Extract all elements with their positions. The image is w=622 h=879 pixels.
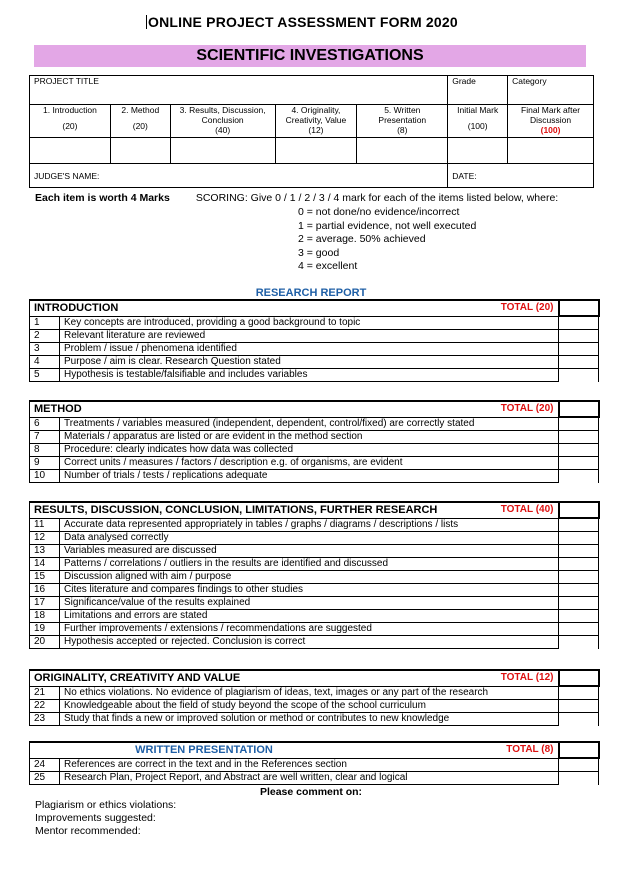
score-cell[interactable] [559,369,599,382]
comments-list [35,799,176,838]
criterion-text: Relevant literature are reviewed [60,330,559,343]
comment-improvements[interactable]: Improvements suggested: [35,812,156,824]
score-cell[interactable] [559,330,599,343]
score-cell[interactable] [559,470,599,483]
mark-input-intro[interactable] [30,138,111,164]
criterion-text: Treatments / variables measured (independent, dependent, control/fixed) are correctly stated [60,417,559,431]
mark-input-initial[interactable] [448,138,508,164]
item-number: 11 [30,518,60,532]
criterion-text: Data analysed correctly [60,532,559,545]
item-number: 5 [30,369,60,382]
mark-input-results[interactable] [170,138,275,164]
criterion-text: Hypothesis accepted or rejected. Conclusion is correct [60,636,559,649]
score-cell[interactable] [559,417,599,431]
criterion-text: Cites literature and compares findings to other studies [60,584,559,597]
grade-cell[interactable]: Grade [448,76,508,105]
score-cell[interactable] [559,356,599,369]
section-results [29,501,600,649]
judge-name-cell[interactable]: JUDGE'S NAME: [30,164,448,188]
date-cell[interactable]: DATE: [448,164,594,188]
criteria-row [30,457,599,470]
score-cell[interactable] [559,343,599,356]
criterion-text: Variables measured are discussed [60,545,559,558]
criterion-text: Key concepts are introduced, providing a good background to topic [60,316,559,330]
col-written: 5. Written Presentation (8) [357,105,448,138]
section-header: INTRODUCTION TOTAL (20) [30,300,559,316]
item-number: 15 [30,571,60,584]
item-number: 14 [30,558,60,571]
item-number: 1 [30,316,60,330]
criterion-text: Problem / issue / phenomena identified [60,343,559,356]
col-results: 3. Results, Discussion, Conclusion (40) [170,105,275,138]
item-number: 10 [30,470,60,483]
section-header: RESULTS, DISCUSSION, CONCLUSION, LIMITATIONS, FURTHER RESEARCH TOTAL (40) [30,502,559,518]
score-cell[interactable] [559,610,599,623]
comment-mentor[interactable]: Mentor recommended: [35,825,141,837]
mark-input-originality[interactable] [275,138,357,164]
section-header: WRITTEN PRESENTATION TOTAL (8) [30,742,559,758]
criteria-row [30,417,599,431]
comments-heading: Please comment on: [259,786,363,798]
form-title: ONLINE PROJECT ASSESSMENT FORM 2020 [148,14,458,30]
criteria-row [30,758,599,772]
item-number: 9 [30,457,60,470]
item-number: 8 [30,444,60,457]
criterion-text: Knowledgeable about the field of study beyond the scope of the school curriculum [60,700,559,713]
score-cell[interactable] [559,532,599,545]
item-number: 19 [30,623,60,636]
col-final-mark: Final Mark after Discussion (100) [508,105,594,138]
item-number: 24 [30,758,60,772]
total-box[interactable] [559,401,599,417]
criterion-text: No ethics violations. No evidence of plagiarism of ideas, text, images or any part of the research [60,686,559,700]
criteria-row [30,330,599,343]
item-number: 16 [30,584,60,597]
criterion-text: Accurate data represented appropriately in tables / graphs / diagrams / descriptions / lists [60,518,559,532]
section-method [29,400,600,483]
criterion-text: Further improvements / extensions / recommendations are suggested [60,623,559,636]
item-number: 18 [30,610,60,623]
criteria-row [30,610,599,623]
total-box[interactable] [559,502,599,518]
project-title-cell[interactable]: PROJECT TITLE [30,76,448,105]
criterion-text: Significance/value of the results explained [60,597,559,610]
score-cell[interactable] [559,636,599,649]
criterion-text: Purpose / aim is clear. Research Question stated [60,356,559,369]
section-originality [29,669,600,726]
item-number: 13 [30,545,60,558]
criteria-row [30,686,599,700]
criterion-text: Hypothesis is testable/falsifiable and includes variables [60,369,559,382]
banner: SCIENTIFIC INVESTIGATIONS [34,45,586,67]
score-cell[interactable] [559,431,599,444]
criterion-text: Correct units / measures / factors / description e.g. of organisms, are evident [60,457,559,470]
criterion-text: References are correct in the text and in the References section [60,758,559,772]
section-header: ORIGINALITY, CREATIVITY AND VALUE TOTAL (12) [30,670,559,686]
score-cell[interactable] [559,518,599,532]
criterion-text: Procedure: clearly indicates how data was collected [60,444,559,457]
criteria-row [30,713,599,726]
mark-input-written[interactable] [357,138,448,164]
category-cell[interactable]: Category [508,76,594,105]
score-cell[interactable] [559,758,599,772]
score-cell[interactable] [559,597,599,610]
score-cell[interactable] [559,584,599,597]
item-number: 4 [30,356,60,369]
criteria-row [30,772,599,785]
criteria-row [30,584,599,597]
criterion-text: Patterns / correlations / outliers in the results are identified and discussed [60,558,559,571]
item-number: 7 [30,431,60,444]
item-number: 17 [30,597,60,610]
total-box[interactable] [559,742,599,758]
criteria-row [30,558,599,571]
score-cell[interactable] [559,545,599,558]
col-introduction: 1. Introduction (20) [30,105,111,138]
item-number: 20 [30,636,60,649]
col-initial-mark: Initial Mark (100) [448,105,508,138]
criterion-text: Limitations and errors are stated [60,610,559,623]
col-originality: 4. Originality, Creativity, Value (12) [275,105,357,138]
criteria-row [30,532,599,545]
scoring-scale: 0 = not done/no evidence/incorrect 1 = partial evidence, not well executed 2 = average. 50% achieved 3 = good 4 = excellent [298,206,477,272]
criterion-text: Research Plan, Project Report, and Abstract are well written, clear and logical [60,772,559,785]
section-header: METHOD TOTAL (20) [30,401,559,417]
total-box[interactable] [559,300,599,316]
score-cell[interactable] [559,558,599,571]
text-cursor [146,15,147,29]
criteria-row [30,470,599,483]
criteria-row [30,597,599,610]
item-number: 25 [30,772,60,785]
criteria-row [30,700,599,713]
project-info-table [29,75,594,188]
criteria-row [30,343,599,356]
item-number: 12 [30,532,60,545]
item-number: 3 [30,343,60,356]
criteria-row [30,518,599,532]
item-number: 23 [30,713,60,726]
score-cell[interactable] [559,444,599,457]
scoring-line: Each item is worth 4 Marks SCORING: Give 0 / 1 / 2 / 3 / 4 mark for each of the items listed below, where: [35,192,559,204]
mark-input-final[interactable] [508,138,594,164]
criteria-row [30,356,599,369]
score-cell[interactable] [559,571,599,584]
comment-plagiarism[interactable]: Plagiarism or ethics violations: [35,799,177,811]
section-introduction [29,299,600,382]
criteria-row [30,571,599,584]
score-cell[interactable] [559,772,599,785]
criterion-text: Number of trials / tests / replications adequate [60,470,559,483]
criteria-row [30,623,599,636]
item-number: 2 [30,330,60,343]
criteria-row [30,369,599,382]
mark-input-method[interactable] [110,138,170,164]
item-number: 22 [30,700,60,713]
item-number: 6 [30,417,60,431]
criteria-row [30,444,599,457]
item-number: 21 [30,686,60,700]
criterion-text: Materials / apparatus are listed or are evident in the method section [60,431,559,444]
criterion-text: Discussion aligned with aim / purpose [60,571,559,584]
score-cell[interactable] [559,623,599,636]
criteria-row [30,316,599,330]
score-cell[interactable] [559,316,599,330]
criteria-row [30,636,599,649]
total-box[interactable] [559,670,599,686]
criterion-text: Study that finds a new or improved solution or method or contributes to new knowledge [60,713,559,726]
criteria-row [30,545,599,558]
score-cell[interactable] [559,686,599,700]
section-written [29,741,600,785]
score-cell[interactable] [559,700,599,713]
score-cell[interactable] [559,713,599,726]
research-report-heading: RESEARCH REPORT [255,287,367,299]
col-method: 2. Method (20) [110,105,170,138]
criteria-row [30,431,599,444]
score-cell[interactable] [559,457,599,470]
